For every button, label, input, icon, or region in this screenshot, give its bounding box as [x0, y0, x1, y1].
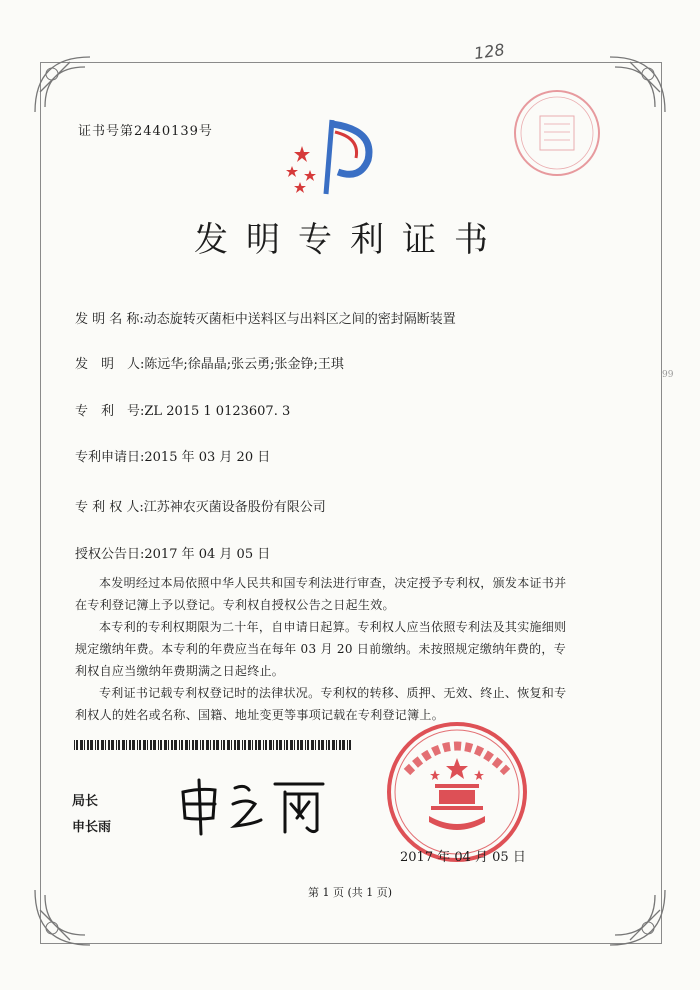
field-label: 专利申请日:	[75, 450, 145, 465]
corner-ornament-top-right	[600, 52, 670, 122]
field-application-date	[75, 446, 270, 465]
field-label: 专 利 号:	[75, 404, 145, 419]
paragraph-grant: 本发明经过本局依照中华人民共和国专利法进行审查，决定授予专利权，颁发本证书并在专利登记簿上予以登记。专利权自授权公告之日起生效。	[75, 576, 567, 612]
patent-office-logo	[280, 112, 390, 202]
paragraph-legal-status: 专利证书记载专利权登记时的法律状况。专利权的转移、质押、无效、终止、恢复和专利权人的姓名或名称、国籍、地址变更等事项记载在专利登记簿上。	[75, 686, 567, 722]
paragraph-term: 本专利的专利权期限为二十年，自申请日起算。专利权人应当依照专利法及其实施细则规定缴纳年费。本专利的年费应当在每年 03 月 20 日前缴纳。未按照规定缴纳年费的，专利权自应当缴纳年费期满之日起终止。	[75, 620, 567, 678]
field-label: 发 明 名 称:	[75, 312, 144, 327]
field-inventors	[75, 353, 344, 372]
seal-date: 2017 年 04 月 05 日	[400, 850, 526, 865]
barcode	[74, 740, 352, 750]
small-red-seal	[510, 86, 605, 181]
signatory-title: 局长	[72, 794, 99, 809]
field-value: 陈远华;徐晶晶;张云勇;张金铮;王琪	[144, 357, 344, 372]
certificate-title: 发明专利证书	[194, 220, 506, 260]
field-value: 2017 年 04 月 05 日	[144, 547, 271, 562]
signatory-name: 申长雨	[72, 820, 112, 835]
handwritten-signature	[175, 770, 330, 840]
field-label: 发 明 人:	[75, 357, 145, 372]
field-value: 动态旋转灭菌柜中送料区与出料区之间的密封隔断装置	[143, 312, 456, 327]
field-value: 2015 年 03 月 20 日	[144, 450, 271, 465]
field-label: 专 利 权 人:	[75, 500, 144, 515]
page-number: 第 1 页 (共 1 页)	[307, 886, 393, 899]
field-value: 江苏神农灭菌设备股份有限公司	[143, 500, 326, 515]
field-value: ZL 2015 1 0123607. 3	[144, 404, 291, 419]
side-mark: 99	[662, 370, 674, 380]
field-invention-name	[75, 308, 456, 327]
field-grant-date	[75, 543, 270, 562]
certificate-number: 证书号第2440139号	[78, 124, 213, 139]
field-label: 授权公告日:	[75, 547, 145, 562]
field-patentee	[75, 496, 326, 515]
handwritten-number: 128	[472, 39, 506, 64]
corner-ornament-top-left	[30, 52, 100, 122]
field-patent-number	[75, 400, 290, 419]
official-red-seal	[385, 720, 530, 865]
